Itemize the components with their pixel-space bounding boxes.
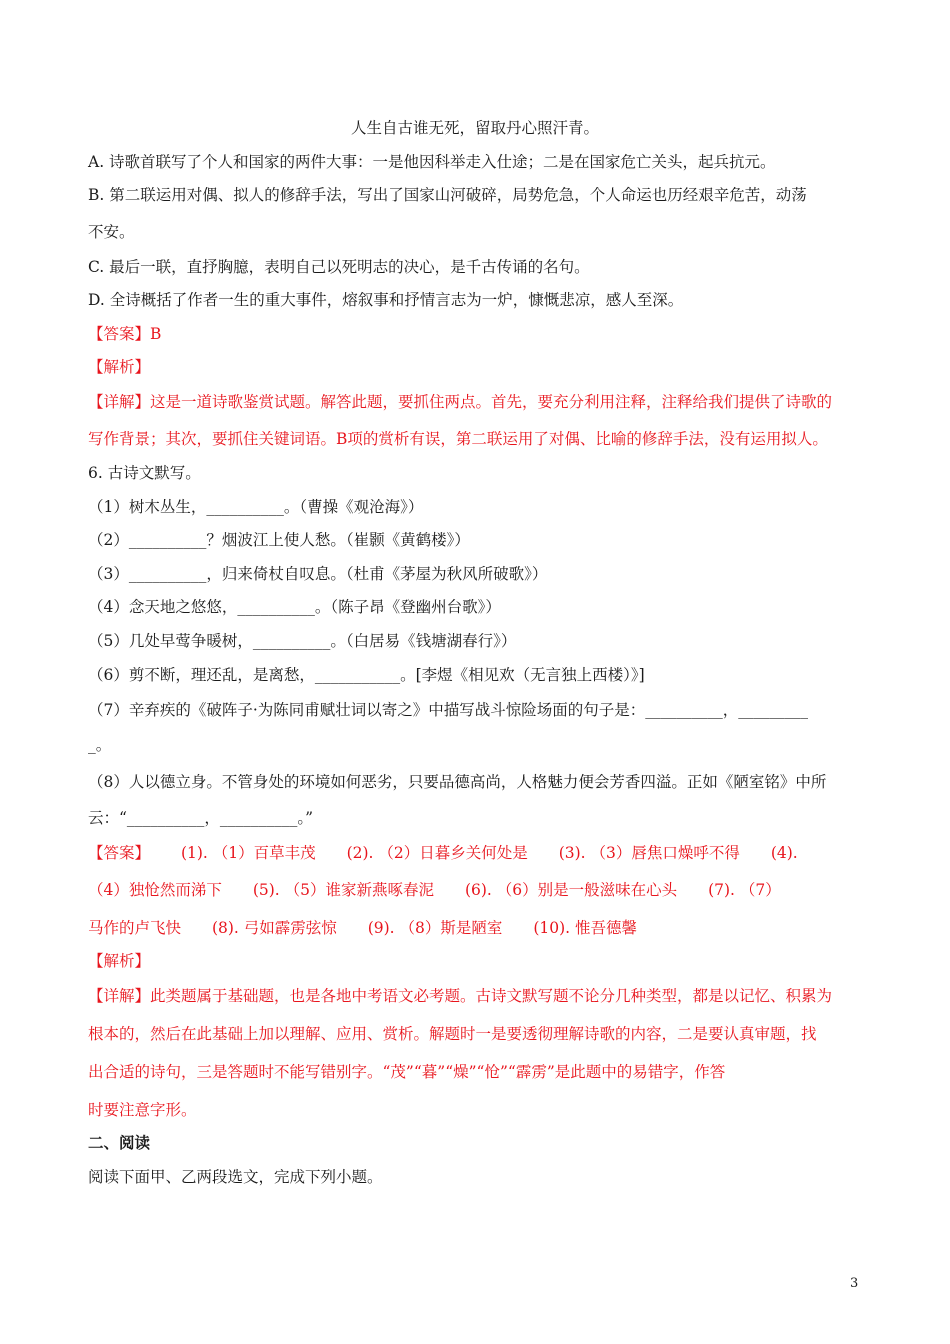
q5-answer: 【答案】B (88, 325, 162, 343)
q5-option-c: C. 最后一联，直抒胸臆，表明自己以死明志的决心，是千古传诵的名句。 (88, 258, 590, 276)
poem-closing-line: 人生自古谁无死，留取丹心照汗青。 (350, 119, 599, 137)
q6-answer-item: (1). （1）百草丰茂 (180, 844, 316, 862)
q6-detail-line-3: 出合适的诗句，三是答题时不能写错别字。“茂”“暮”“燥”“怆”“霹雳”是此题中的易错字，作答 (88, 1063, 726, 1081)
q6-answer-item: 马作的卢飞快 (88, 919, 182, 937)
q6-answer-item: (4). (770, 844, 798, 862)
q6-answers-row-1 (88, 843, 868, 863)
q6-detail-line-1: 【详解】此类题属于基础题，也是各地中考语文必考题。古诗文默写题不论分几种类型，都是以记忆、积累为 (88, 987, 833, 1005)
page-number: 3 (850, 1276, 859, 1291)
q6-answer-item: (10). 惟吾德馨 (533, 919, 637, 937)
q6-line-7: （7）辛弃疾的《破阵子·为陈同甫赋壮词以寄之》中描写战斗惊险场面的句子是：__________，_________ (88, 701, 809, 719)
q5-option-d: D. 全诗概括了作者一生的重大事件，熔叙事和抒情言志为一炉，慷慨悲凉，感人至深。 (88, 291, 684, 309)
q6-line-8: （8）人以德立身。不管身处的环境如何恶劣，只要品德高尚，人格魅力便会芳香四溢。正如《陋室铭》中所 (88, 773, 827, 791)
q6-answer-item: （4）独怆然而涕下 (88, 881, 222, 899)
q6-answer-item: (6). （6）别是一般滋味在心头 (464, 881, 678, 899)
q6-answer-item: (5). （5）谁家新燕啄春泥 (252, 881, 434, 899)
q6-line-3: （3）__________，归来倚杖自叹息。（杜甫《茅屋为秋风所破歌》） (88, 565, 548, 583)
q6-answer-label: 【答案】 (88, 844, 151, 862)
q6-detail-line-4: 时要注意字形。 (88, 1101, 197, 1119)
q6-line-2: （2）__________？烟波江上使人愁。（崔颢《黄鹤楼》） (88, 531, 470, 549)
reading-intro: 阅读下面甲、乙两段选文，完成下列小题。 (88, 1168, 383, 1186)
q5-analysis-label: 【解析】 (88, 358, 151, 376)
q5-detail-line-2: 写作背景；其次，要抓住关键词语。B项的赏析有误，第二联运用了对偶、比喻的修辞手法，没有运用拟人。 (88, 430, 828, 448)
q6-line-1: （1）树木丛生，__________。（曹操《观沧海》） (88, 498, 424, 516)
q6-answer-item: (2). （2）日暮乡关何处是 (346, 844, 528, 862)
q6-analysis-label: 【解析】 (88, 952, 151, 970)
q6-answer-item: (9). （8）斯是陋室 (367, 919, 503, 937)
q6-line-7-cont: _。 (88, 736, 112, 754)
q6-line-4: （4）念天地之悠悠，__________。（陈子昂《登幽州台歌》） (88, 598, 501, 616)
q5-option-b-cont: 不安。 (88, 223, 135, 241)
q6-answer-item: (8). 弓如霹雳弦惊 (211, 919, 337, 937)
q6-answers-row-3 (88, 918, 868, 938)
q6-line-8-cont: 云：“__________，__________。” (88, 809, 314, 827)
section-heading-reading: 二、阅读 (88, 1134, 151, 1152)
q5-option-a: A. 诗歌首联写了个人和国家的两件大事：一是他因科举走入仕途；二是在国家危亡关头，起兵抗元。 (88, 153, 776, 171)
q6-answer-item: (3). （3）唇焦口燥呼不得 (558, 844, 740, 862)
q6-line-5: （5）几处早莺争暖树，__________。（白居易《钱塘湖春行》） (88, 632, 517, 650)
q5-option-b: B. 第二联运用对偶、拟人的修辞手法，写出了国家山河破碎，局势危急，个人命运也历经艰辛危苦，动荡 (88, 186, 807, 204)
q6-line-6: （6）剪不断，理还乱，是离愁，___________。[李煜《相见欢（无言独上西楼）》] (88, 666, 645, 684)
q5-detail-line-1: 【详解】这是一道诗歌鉴赏试题。解答此题，要抓住两点。首先，要充分利用注释，注释给我们提供了诗歌的 (88, 393, 833, 411)
q6-title: 6. 古诗文默写。 (88, 464, 201, 482)
q6-detail-line-2: 根本的，然后在此基础上加以理解、应用、赏析。解题时一是要透彻理解诗歌的内容，二是要认真审题，找 (88, 1025, 817, 1043)
q6-answers-row-2 (88, 880, 868, 900)
q6-answer-item: (7). （7） (708, 881, 781, 899)
